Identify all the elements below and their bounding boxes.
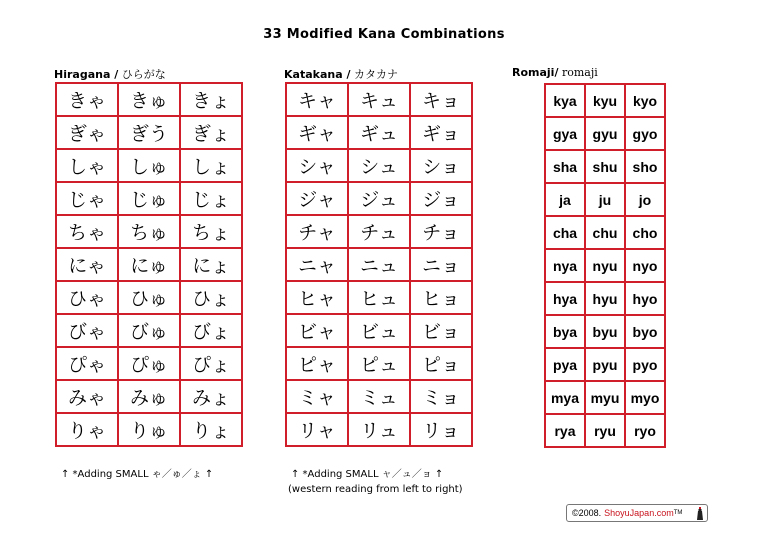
katakana-cell: ビュ bbox=[348, 314, 410, 347]
hiragana-cell: じゃ bbox=[56, 182, 118, 215]
katakana-cell: キャ bbox=[286, 83, 348, 116]
katakana-cell: ジャ bbox=[286, 182, 348, 215]
romaji-header-sub: romaji bbox=[561, 66, 598, 79]
katakana-row bbox=[286, 281, 472, 314]
katakana-cell: チュ bbox=[348, 215, 410, 248]
katakana-cell: リョ bbox=[410, 413, 472, 446]
hiragana-cell: みゃ bbox=[56, 380, 118, 413]
katakana-cell: リャ bbox=[286, 413, 348, 446]
romaji-row bbox=[545, 183, 665, 216]
hiragana-cell: ちょ bbox=[180, 215, 242, 248]
romaji-row bbox=[545, 216, 665, 249]
hiragana-cell: りょ bbox=[180, 413, 242, 446]
katakana-cell: ピュ bbox=[348, 347, 410, 380]
hiragana-cell: びゅ bbox=[118, 314, 180, 347]
katakana-cell: シャ bbox=[286, 149, 348, 182]
hiragana-row bbox=[56, 248, 242, 281]
romaji-cell: cho bbox=[625, 216, 665, 249]
romaji-cell: kyu bbox=[585, 84, 625, 117]
romaji-row bbox=[545, 414, 665, 447]
katakana-cell: ビョ bbox=[410, 314, 472, 347]
hiragana-cell: ぎゃ bbox=[56, 116, 118, 149]
romaji-cell: myu bbox=[585, 381, 625, 414]
romaji-cell: ju bbox=[585, 183, 625, 216]
katakana-cell: ニョ bbox=[410, 248, 472, 281]
romaji-row bbox=[545, 117, 665, 150]
romaji-cell: nya bbox=[545, 249, 585, 282]
katakana-cell: ヒュ bbox=[348, 281, 410, 314]
katakana-cell: キュ bbox=[348, 83, 410, 116]
romaji-cell: nyo bbox=[625, 249, 665, 282]
katakana-cell: ビャ bbox=[286, 314, 348, 347]
romaji-cell: byo bbox=[625, 315, 665, 348]
romaji-cell: chu bbox=[585, 216, 625, 249]
hiragana-cell: にゅ bbox=[118, 248, 180, 281]
katakana-cell: シュ bbox=[348, 149, 410, 182]
katakana-cell: ジョ bbox=[410, 182, 472, 215]
hiragana-cell: ぴょ bbox=[180, 347, 242, 380]
katakana-cell: チャ bbox=[286, 215, 348, 248]
romaji-cell: byu bbox=[585, 315, 625, 348]
hiragana-cell: ちゃ bbox=[56, 215, 118, 248]
romaji-cell: pya bbox=[545, 348, 585, 381]
romaji-cell: hyu bbox=[585, 282, 625, 315]
katakana-cell: チョ bbox=[410, 215, 472, 248]
hiragana-row bbox=[56, 413, 242, 446]
romaji-cell: jo bbox=[625, 183, 665, 216]
hiragana-cell: きょ bbox=[180, 83, 242, 116]
hiragana-cell: きゅ bbox=[118, 83, 180, 116]
katakana-row bbox=[286, 83, 472, 116]
katakana-cell: ミャ bbox=[286, 380, 348, 413]
hiragana-cell: じょ bbox=[180, 182, 242, 215]
romaji-row bbox=[545, 348, 665, 381]
katakana-row bbox=[286, 248, 472, 281]
trademark: TM bbox=[673, 510, 683, 516]
romaji-cell: pyo bbox=[625, 348, 665, 381]
romaji-cell: cha bbox=[545, 216, 585, 249]
katakana-cell: ギャ bbox=[286, 116, 348, 149]
katakana-header-label: Katakana / bbox=[284, 68, 351, 81]
romaji-cell: hyo bbox=[625, 282, 665, 315]
hiragana-row bbox=[56, 83, 242, 116]
hiragana-cell: にょ bbox=[180, 248, 242, 281]
hiragana-row bbox=[56, 149, 242, 182]
hiragana-header-sub: ひらがな bbox=[121, 68, 166, 81]
romaji-cell: gyu bbox=[585, 117, 625, 150]
katakana-row bbox=[286, 149, 472, 182]
katakana-cell: キョ bbox=[410, 83, 472, 116]
romaji-cell: mya bbox=[545, 381, 585, 414]
hiragana-row bbox=[56, 182, 242, 215]
katakana-row bbox=[286, 347, 472, 380]
romaji-cell: ja bbox=[545, 183, 585, 216]
katakana-cell: ギョ bbox=[410, 116, 472, 149]
romaji-cell: ryo bbox=[625, 414, 665, 447]
katakana-cell: ジュ bbox=[348, 182, 410, 215]
katakana-row bbox=[286, 182, 472, 215]
katakana-cell: ギュ bbox=[348, 116, 410, 149]
romaji-cell: sha bbox=[545, 150, 585, 183]
romaji-cell: gya bbox=[545, 117, 585, 150]
katakana-row bbox=[286, 116, 472, 149]
katakana-row bbox=[286, 314, 472, 347]
hiragana-cell: ぴゃ bbox=[56, 347, 118, 380]
katakana-cell: ミュ bbox=[348, 380, 410, 413]
katakana-cell: リュ bbox=[348, 413, 410, 446]
katakana-cell: ミョ bbox=[410, 380, 472, 413]
hiragana-cell: きゃ bbox=[56, 83, 118, 116]
romaji-cell: hya bbox=[545, 282, 585, 315]
katakana-cell: ピョ bbox=[410, 347, 472, 380]
hiragana-header-label: Hiragana / bbox=[54, 68, 119, 81]
romaji-cell: kyo bbox=[625, 84, 665, 117]
katakana-reading-note: (western reading from left to right) bbox=[288, 484, 463, 495]
katakana-table bbox=[285, 82, 473, 447]
romaji-cell: pyu bbox=[585, 348, 625, 381]
hiragana-cell: ひょ bbox=[180, 281, 242, 314]
romaji-header bbox=[512, 66, 598, 79]
hiragana-row bbox=[56, 215, 242, 248]
katakana-row bbox=[286, 380, 472, 413]
romaji-row bbox=[545, 84, 665, 117]
hiragana-cell: じゅ bbox=[118, 182, 180, 215]
hiragana-cell: びゃ bbox=[56, 314, 118, 347]
hiragana-cell: ひゅ bbox=[118, 281, 180, 314]
romaji-cell: kya bbox=[545, 84, 585, 117]
katakana-header bbox=[284, 66, 398, 82]
romaji-cell: rya bbox=[545, 414, 585, 447]
romaji-row bbox=[545, 381, 665, 414]
romaji-cell: ryu bbox=[585, 414, 625, 447]
romaji-row bbox=[545, 249, 665, 282]
hiragana-cell: びょ bbox=[180, 314, 242, 347]
romaji-cell: sho bbox=[625, 150, 665, 183]
hiragana-cell: みゅ bbox=[118, 380, 180, 413]
katakana-cell: ニャ bbox=[286, 248, 348, 281]
hiragana-cell: ぴゅ bbox=[118, 347, 180, 380]
romaji-cell: myo bbox=[625, 381, 665, 414]
site-link[interactable]: ShoyuJapan.com bbox=[604, 508, 674, 518]
soy-sauce-bottle-icon bbox=[697, 507, 703, 520]
katakana-row bbox=[286, 413, 472, 446]
hiragana-cell: しょ bbox=[180, 149, 242, 182]
hiragana-table bbox=[55, 82, 243, 447]
katakana-header-sub: カタカナ bbox=[353, 68, 398, 81]
katakana-row bbox=[286, 215, 472, 248]
katakana-note: ↑ *Adding SMALL ャ／ュ／ョ ↑ bbox=[291, 469, 444, 480]
hiragana-cell: にゃ bbox=[56, 248, 118, 281]
hiragana-note: ↑ *Adding SMALL ゃ／ゅ／ょ ↑ bbox=[61, 469, 214, 480]
hiragana-cell: しゅ bbox=[118, 149, 180, 182]
hiragana-row bbox=[56, 347, 242, 380]
hiragana-cell: しゃ bbox=[56, 149, 118, 182]
romaji-table bbox=[544, 83, 666, 448]
hiragana-cell: みょ bbox=[180, 380, 242, 413]
hiragana-row bbox=[56, 380, 242, 413]
hiragana-header bbox=[54, 66, 166, 82]
romaji-header-label: Romaji/ bbox=[512, 66, 559, 79]
katakana-cell: ピャ bbox=[286, 347, 348, 380]
hiragana-cell: ぎょ bbox=[180, 116, 242, 149]
hiragana-row bbox=[56, 314, 242, 347]
katakana-cell: ヒャ bbox=[286, 281, 348, 314]
romaji-row bbox=[545, 282, 665, 315]
katakana-cell: ショ bbox=[410, 149, 472, 182]
page-title: 33 Modified Kana Combinations bbox=[263, 27, 505, 42]
hiragana-cell: ちゅ bbox=[118, 215, 180, 248]
katakana-cell: ヒョ bbox=[410, 281, 472, 314]
copyright-badge[interactable] bbox=[566, 504, 708, 522]
romaji-row bbox=[545, 315, 665, 348]
hiragana-cell: りゅ bbox=[118, 413, 180, 446]
romaji-cell: nyu bbox=[585, 249, 625, 282]
copyright-text: ©2008. bbox=[572, 508, 602, 518]
hiragana-cell: りゃ bbox=[56, 413, 118, 446]
hiragana-row bbox=[56, 281, 242, 314]
romaji-cell: bya bbox=[545, 315, 585, 348]
katakana-cell: ニュ bbox=[348, 248, 410, 281]
hiragana-cell: ぎう bbox=[118, 116, 180, 149]
romaji-cell: gyo bbox=[625, 117, 665, 150]
hiragana-cell: ひゃ bbox=[56, 281, 118, 314]
romaji-row bbox=[545, 150, 665, 183]
romaji-cell: shu bbox=[585, 150, 625, 183]
hiragana-row bbox=[56, 116, 242, 149]
